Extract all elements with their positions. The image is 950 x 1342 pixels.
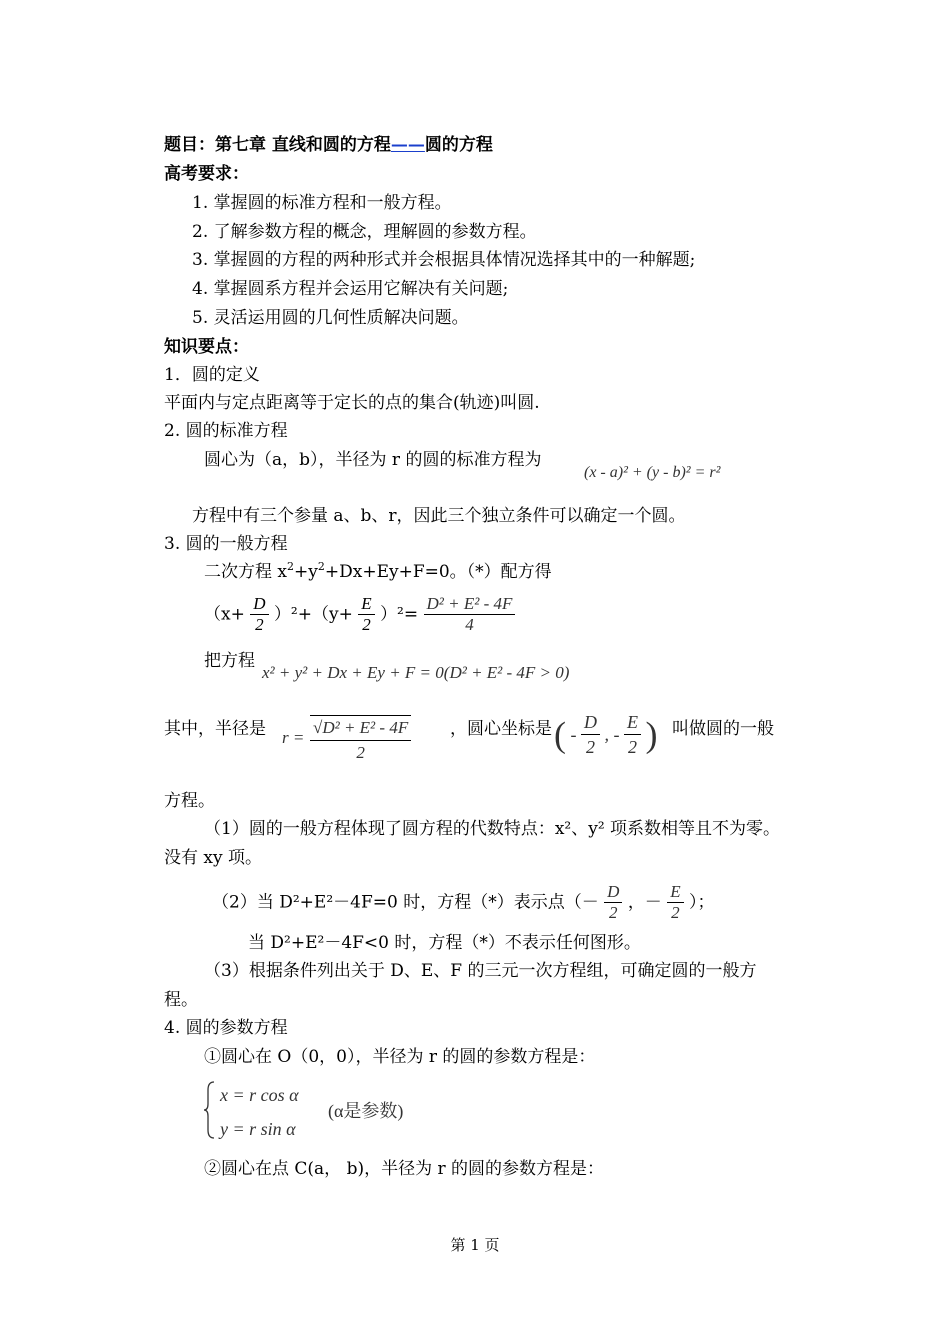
section-title: 1．圆的定义 — [164, 365, 260, 385]
ba-label: 把方程 — [204, 651, 255, 671]
requirement-item: 2. 了解参数方程的概念，理解圆的参数方程。 — [192, 222, 537, 242]
requirement-item: 3. 掌握圆的方程的两种形式并会根据具体情况选择其中的一种解题; — [192, 250, 696, 270]
requirements-heading: 高考要求： — [164, 164, 249, 184]
param-x-equation: x = r cos α — [220, 1085, 299, 1105]
radius-eq-label: r = — [282, 728, 305, 747]
general-equation: x² + y² + Dx + Ey + F = 0(D² + E² - 4F > 0) — [262, 663, 570, 682]
param-case-2: ②圆心在点 C(a， b)，半径为 r 的圆的参数方程是： — [204, 1159, 605, 1179]
standard-eq-line: 圆心为（a，b），半径为 r 的圆的标准方程为 — [204, 450, 542, 470]
completed-square-equation: （x+ $\frac{D}{2}$ ）²+（y+ $\frac{E}{2}$ ）²= $\frac{\text{D² + E² - 4F}}{4}$ — [204, 594, 515, 635]
property-3: （3）根据条件列出关于 D、E、F 的三元一次方程组，可确定圆的一般方 — [204, 961, 757, 981]
title-suffix: 圆的方程 — [424, 135, 493, 155]
requirement-item: 4. 掌握圆系方程并会运用它解决有关问题; — [192, 279, 509, 299]
title-prefix: 题目：第七章 直线和圆的方程 — [164, 135, 391, 155]
section-title: 4. 圆的参数方程 — [164, 1018, 288, 1038]
standard-equation: (x - a)² + (y - b)² = r² — [584, 464, 721, 481]
title-link[interactable]: —— — [390, 135, 425, 155]
params-line: 方程中有三个参量 a、b、r，因此三个独立条件可以确定一个圆。 — [192, 506, 686, 526]
property-3-cont: 程。 — [164, 990, 198, 1010]
property-2: （2）当 D²+E²－4F=0 时，方程（*）表示点（－ $\frac{D}{2}$ ，－ $\frac{E}{2}$ ）； — [212, 882, 715, 922]
left-brace-icon — [203, 1080, 217, 1140]
property-1: （1）圆的一般方程体现了圆方程的代数特点：x²、y² 项系数相等且不为零。 — [204, 819, 781, 839]
page-footer: 第 1 页 — [450, 1236, 500, 1254]
param-note: (α是参数) — [328, 1101, 404, 1121]
radius-formula: $\frac{\text{√D² + E² - 4F}}{2}$ — [310, 715, 411, 765]
fangcheng-text: 方程。 — [164, 791, 215, 811]
center-suffix: 叫做圆的一般 — [672, 719, 774, 739]
param-y-equation: y = r sin α — [220, 1119, 296, 1139]
requirement-item: 1. 掌握圆的标准方程和一般方程。 — [192, 193, 452, 213]
fraction-E-over-2: $\frac{E}{2}$ — [358, 594, 374, 635]
section-title: 2. 圆的标准方程 — [164, 421, 288, 441]
property-2-cont: 当 D²+E²－4F<0 时，方程（*）不表示任何图形。 — [248, 933, 641, 953]
page-title — [164, 134, 493, 156]
fraction-D-over-2: $\frac{D}{2}$ — [250, 594, 268, 635]
center-coordinates: ( - $\frac{D}{2}$ , - $\frac{E}{2}$ ) — [554, 712, 658, 757]
property-1-cont: 没有 xy 项。 — [164, 848, 262, 868]
radius-prefix: 其中，半径是 — [164, 719, 266, 739]
general-eq-line: 二次方程 $x^2+y^2+Dx+Ey+F=0$。（*）配方得 — [204, 560, 552, 582]
requirement-item: 5. 灵活运用圆的几何性质解决问题。 — [192, 308, 469, 328]
section-title: 3. 圆的一般方程 — [164, 534, 288, 554]
knowledge-heading: 知识要点： — [164, 337, 249, 357]
center-prefix: ，圆心坐标是 — [450, 719, 552, 739]
definition-text: 平面内与定点距离等于定长的点的集合(轨迹)叫圆. — [164, 393, 540, 413]
fraction-discriminant: $\frac{\text{D² + E² - 4F}}{4}$ — [424, 594, 516, 635]
param-case-1: ①圆心在 O（0，0），半径为 r 的圆的参数方程是： — [204, 1047, 596, 1067]
